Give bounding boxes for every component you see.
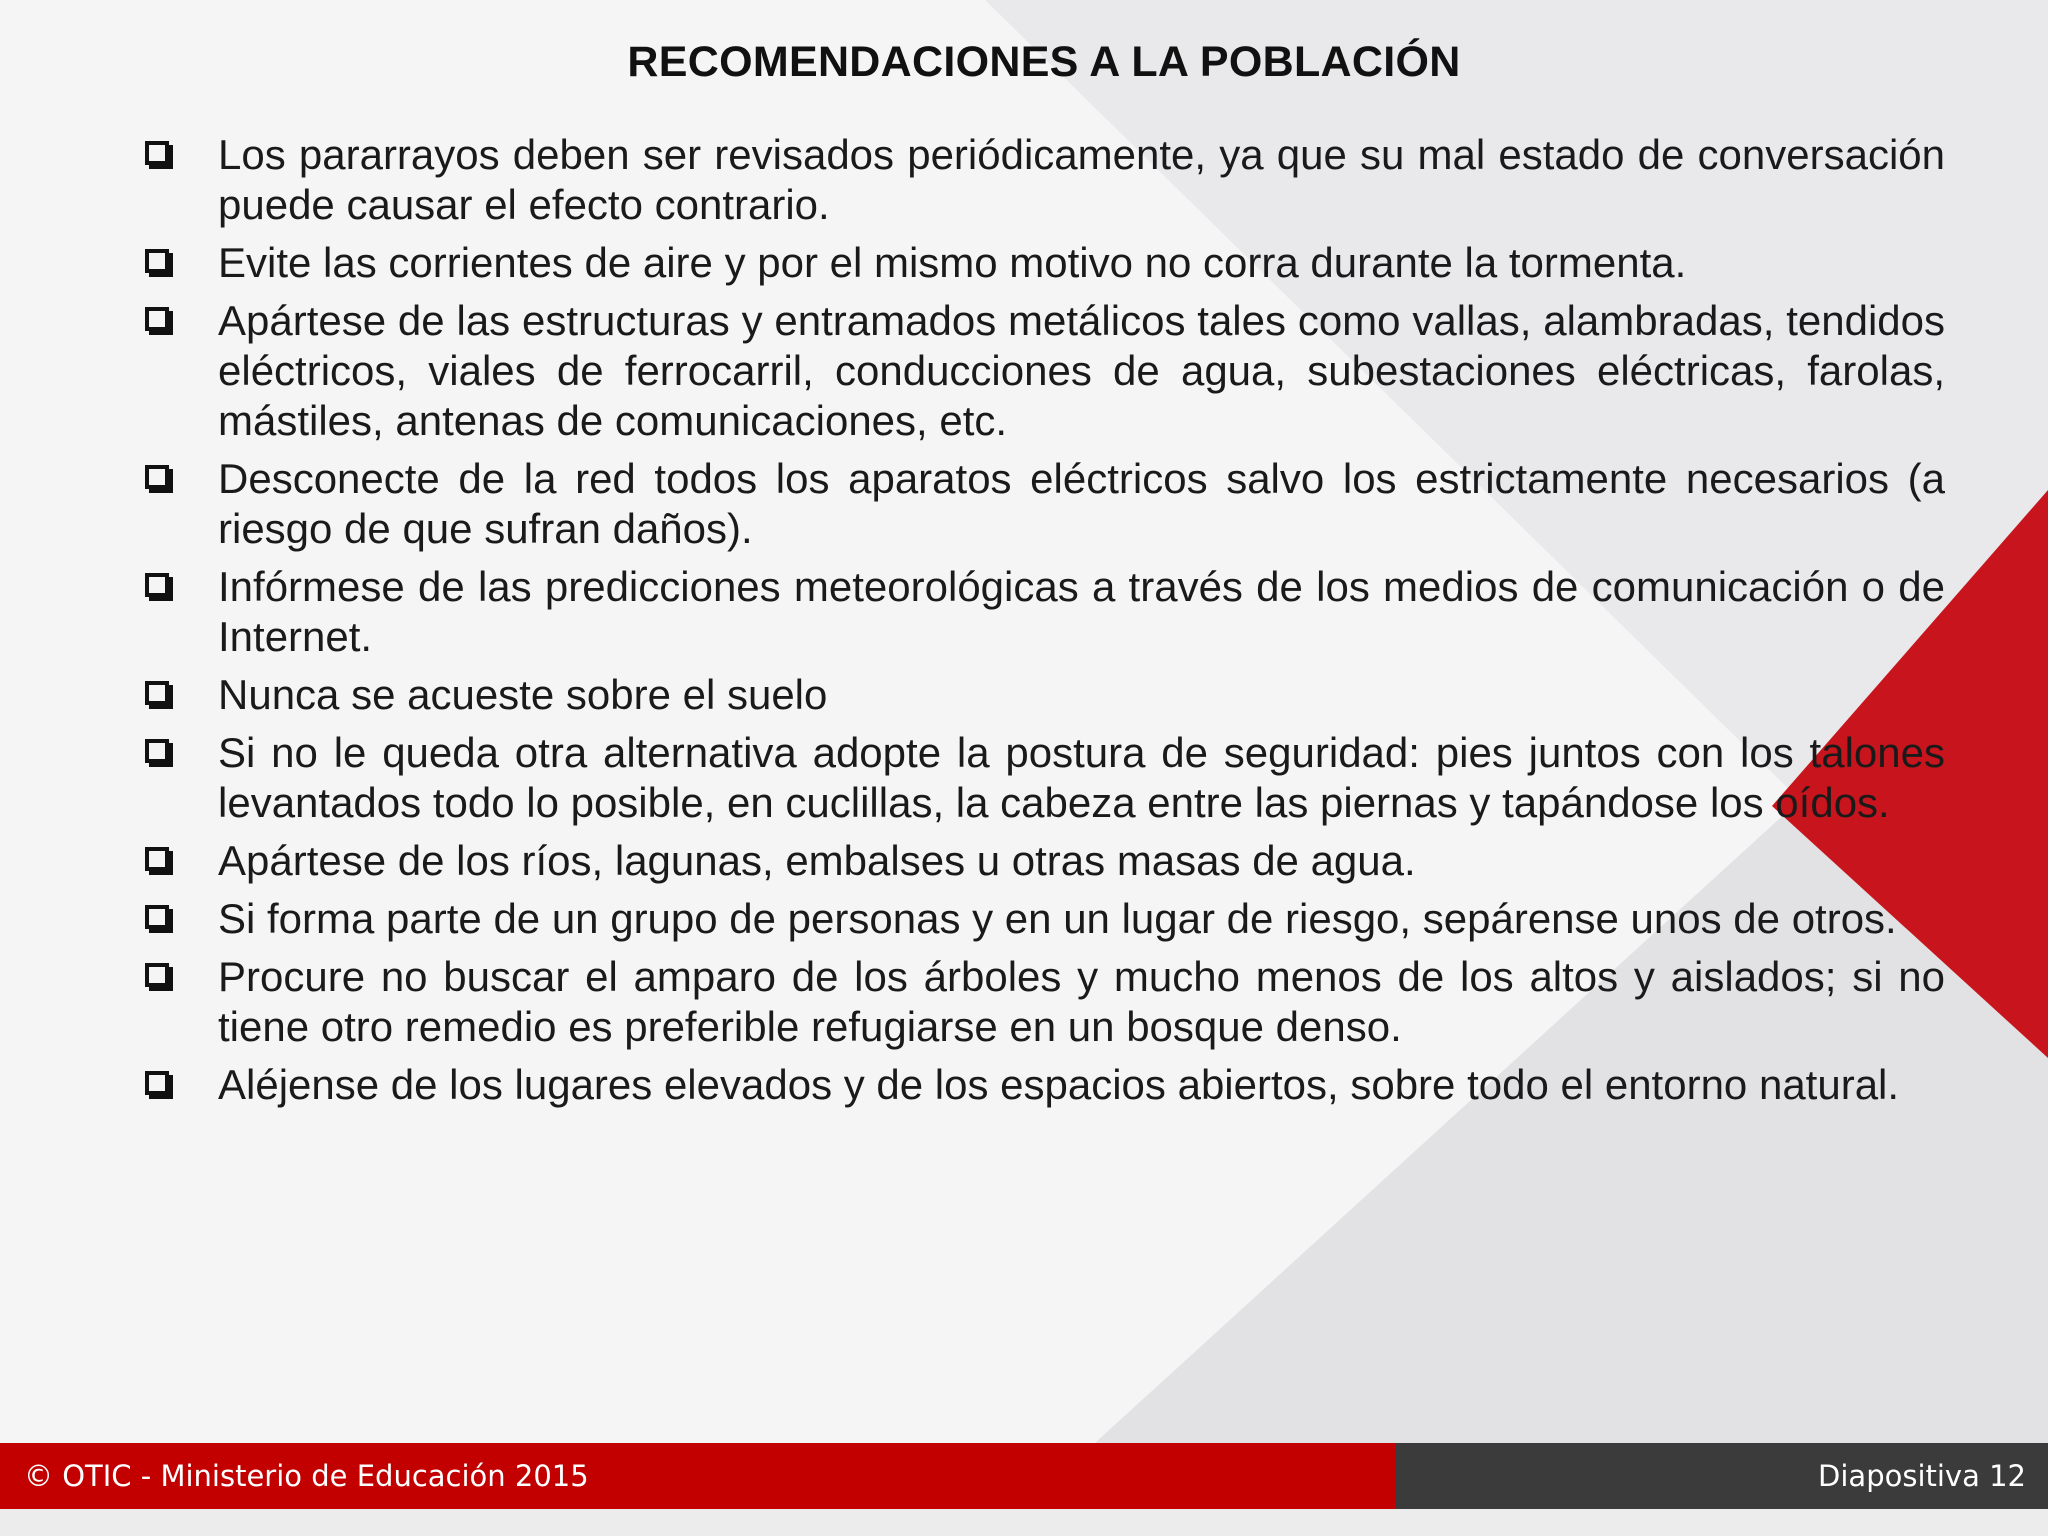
list-item (145, 728, 1945, 828)
list-item (145, 238, 1945, 288)
checkbox-square-icon (145, 141, 169, 165)
list-item-text: Apártese de las estructuras y entramados metálicos tales como vallas, alambradas, tendidos eléctricos, viales de ferrocarril, conducciones de agua, subestaciones eléctricas, farolas, mástiles, antenas de comunicaciones, etc. (218, 297, 1945, 444)
list-item-text: Si no le queda otra alternativa adopte la postura de seguridad: pies juntos con los talones levantados todo lo posible, en cuclillas, la cabeza entre las piernas y tapándose los oídos. (218, 729, 1945, 826)
checkbox-square-icon (145, 905, 169, 929)
list-item (145, 562, 1945, 662)
list-item (145, 454, 1945, 554)
list-item (145, 296, 1945, 446)
list-item (145, 894, 1945, 944)
checkbox-square-icon (145, 847, 169, 871)
list-item (145, 130, 1945, 230)
list-item-text: Apártese de los ríos, lagunas, embalses u otras masas de agua. (218, 837, 1416, 884)
bottom-strip (0, 1509, 2048, 1536)
slide-title: RECOMENDACIONES A LA POBLACIÓN (627, 38, 1461, 86)
checkbox-square-icon (145, 249, 169, 273)
list-item (145, 1060, 1945, 1110)
recommendation-list (145, 130, 1945, 1118)
slide-number: Diapositiva 12 (1396, 1443, 2048, 1509)
list-item (145, 836, 1945, 886)
slide-title-wrapper (0, 38, 2048, 87)
list-item-text: Desconecte de la red todos los aparatos eléctricos salvo los estrictamente necesarios (a riesgo de que sufran daños). (218, 455, 1945, 552)
list-item (145, 670, 1945, 720)
list-item-text: Los pararrayos deben ser revisados periódicamente, ya que su mal estado de conversación puede causar el efecto contrario. (218, 131, 1945, 228)
list-item-text: Procure no buscar el amparo de los árboles y mucho menos de los altos y aislados; si no tiene otro remedio es preferible refugiarse en un bosque denso. (218, 953, 1945, 1050)
checkbox-square-icon (145, 681, 169, 705)
list-item-text: Nunca se acueste sobre el suelo (218, 671, 828, 718)
list-item-text: Si forma parte de un grupo de personas y en un lugar de riesgo, sepárense unos de otros. (218, 895, 1897, 942)
list-item-text: Aléjense de los lugares elevados y de los espacios abiertos, sobre todo el entorno natural. (218, 1061, 1900, 1108)
footer-copyright: © OTIC - Ministerio de Educación 2015 (0, 1443, 1396, 1509)
footer-bar (0, 1443, 2048, 1509)
checkbox-square-icon (145, 1071, 169, 1095)
checkbox-square-icon (145, 739, 169, 763)
checkbox-square-icon (145, 465, 169, 489)
list-item-text: Evite las corrientes de aire y por el mismo motivo no corra durante la tormenta. (218, 239, 1687, 286)
list-item-text: Infórmese de las predicciones meteorológicas a través de los medios de comunicación o de Internet. (218, 563, 1945, 660)
checkbox-square-icon (145, 573, 169, 597)
list-item (145, 952, 1945, 1052)
checkbox-square-icon (145, 963, 169, 987)
checkbox-square-icon (145, 307, 169, 331)
